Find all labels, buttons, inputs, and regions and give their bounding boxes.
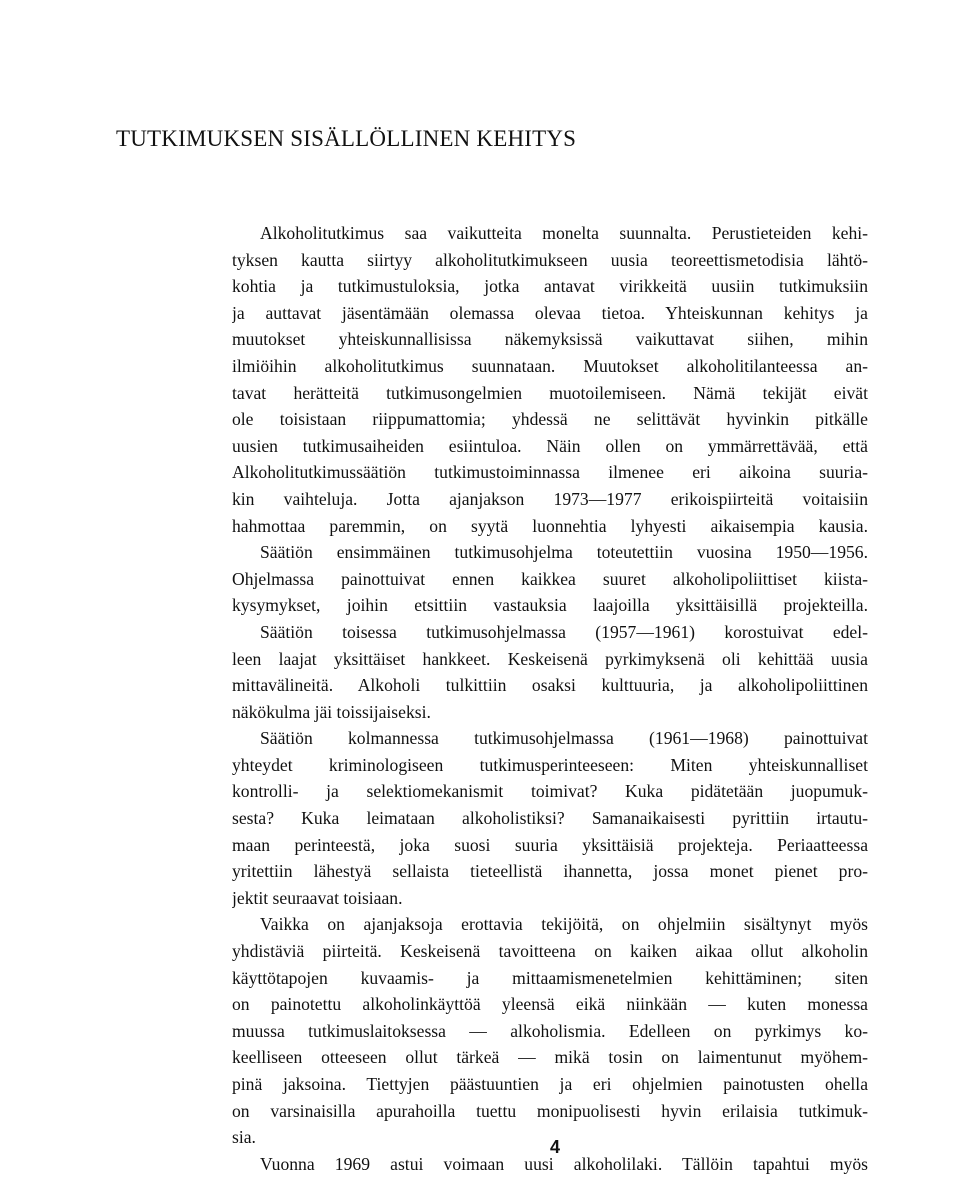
text-line: mittavälineitä. Alkoholi tulkittiin osaksi kulttuuria, ja alkoholipoliittinen [232,675,868,696]
body-text [232,220,868,1177]
text-line: kin vaihteluja. Jotta ajanjakson 1973—1977 erikoispiirteitä voitaisiin [232,488,868,509]
text-line: Alkoholitutkimus saa vaikutteita monelta suunnalta. Perustieteiden kehi- [260,223,868,243]
text-line: ja auttavat jäsentämään olemassa olevaa tietoa. Yhteiskunnan kehitys ja [232,302,868,323]
text-line: maan perinteestä, joka suosi suuria yksittäisiä projekteja. Periaatteessa [232,834,868,855]
text-line: kysymykset, joihin etsittiin vastauksia laajoilla yksittäisillä projekteilla. [232,595,868,616]
text-line: tavat herätteitä tutkimusongelmien muotoilemiseen. Nämä tekijät eivät [232,382,868,403]
text-line: on varsinaisilla apurahoilla tuettu monipuolisesti hyvin erilaisia tutkimuk- [232,1100,868,1121]
text-line: käyttötapojen kuvaamis- ja mittaamismenetelmien kehittäminen; siten [232,967,868,988]
text-line: keelliseen otteeseen ollut tärkeä — mikä tosin on laimentunut myöhem- [232,1047,868,1068]
text-line: Ohjelmassa painottuivat ennen kaikkea suuret alkoholipoliittiset kiista- [232,568,868,589]
text-line: Vuonna 1969 astui voimaan uusi alkoholilaki. Tällöin tapahtui myös [260,1153,868,1174]
page-number: 4 [549,1137,560,1157]
text-line: sesta? Kuka leimataan alkoholistiksi? Samanaikaisesti pyrittiin irtautu- [232,808,868,829]
text-line: sia. [232,1127,256,1148]
text-line: Säätiön toisessa tutkimusohjelmassa (1957—1961) korostuivat edel- [260,621,868,642]
text-line: uusien tutkimusaiheiden esiintuloa. Näin ollen on ymmärrettävää, että [232,435,868,456]
text-line: pinä jaksoina. Tiettyjen päästuuntien ja eri ohjelmien painotusten ohella [232,1074,868,1094]
text-line: yritettiin lähestyä sellaista tieteellistä ihannetta, jossa monet pienet pro- [232,861,868,882]
text-line: ole toisistaan riippumattomia; yhdessä ne selittävät hyvinkin pitkälle [232,409,868,430]
text-line: Säätiön ensimmäinen tutkimusohjelma toteutettiin vuosina 1950—1956. [260,542,868,563]
text-line: kontrolli- ja selektiomekanismit toimivat? Kuka pidätetään juopumuk- [232,781,868,802]
text-line: kohtia ja tutkimustuloksia, jotka antavat virikkeitä uusiin tutkimuksiin [232,276,868,297]
text-line: muussa tutkimuslaitoksessa — alkoholismia. Edelleen on pyrkimys ko- [232,1020,868,1041]
page-title: TUTKIMUKSEN SISÄLLÖLLINEN KEHITYS [116,126,577,151]
text-line: muutokset yhteiskunnallisissa näkemyksissä vaikuttavat siihen, mihin [232,329,868,350]
text-line: näkökulma jäi toissijaiseksi. [232,701,431,722]
text-line: yhteydet kriminologiseen tutkimusperinteeseen: Miten yhteiskunnalliset [232,754,868,775]
text-line: ilmiöihin alkoholitutkimus suunnataan. Muutokset alkoholitilanteessa an- [232,355,868,376]
text-line: hahmottaa paremmin, on syytä luonnehtia lyhyesti aikaisempia kausia. [232,515,868,536]
text-line: leen laajat yksittäiset hankkeet. Keskeisenä pyrkimyksenä oli kehittää uusia [232,648,868,669]
text-line: yhdistäviä piirteitä. Keskeisenä tavoitteena on kaiken aikaa ollut alkoholin [232,941,868,962]
text-line: jektit seuraavat toisiaan. [232,887,403,908]
text-line: tyksen kautta siirtyy alkoholitutkimukseen uusia teoreettismetodisia lähtö- [232,249,868,270]
text-line: Säätiön kolmannessa tutkimusohjelmassa (1961—1968) painottuivat [260,728,868,749]
text-line: Vaikka on ajanjaksoja erottavia tekijöitä, on ohjelmiin sisältynyt myös [260,914,868,935]
text-line: on painotettu alkoholinkäyttöä yleensä eikä niinkään — kuten monessa [232,994,868,1015]
text-line: Alkoholitutkimussäätiön tutkimustoiminnassa ilmenee eri aikoina suuria- [232,462,868,483]
